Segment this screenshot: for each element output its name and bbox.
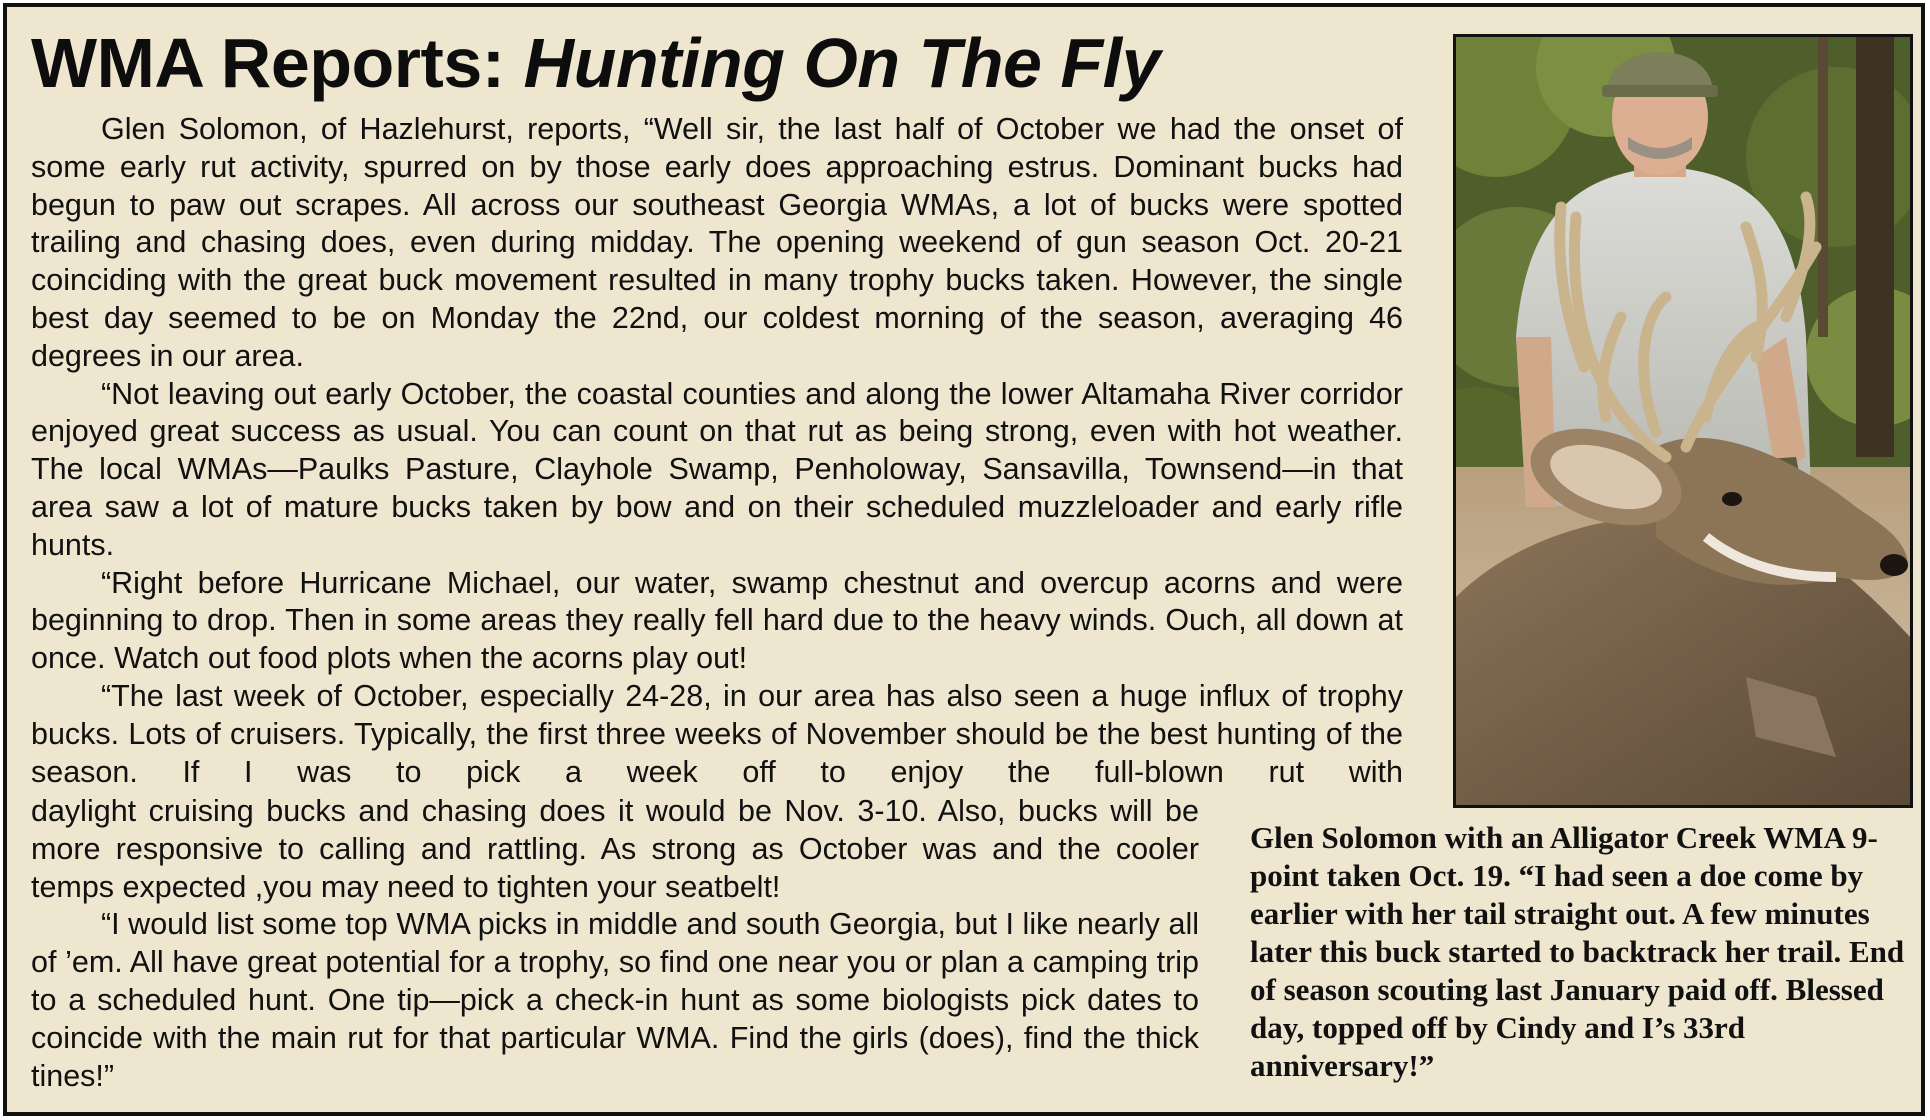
article-paragraph: “I would list some top WMA picks in middle and south Georgia, but I like nearly all of ’em. All have great potential for a trophy, so find one near you or plan a camping trip to a scheduled hunt. One tip—pick a check-in hunt as some biologists pick dates to coincide with the main rut for that particular WMA. Find the girls (does), find the thick tines!” [31,907,1199,1093]
headline [31,21,1160,105]
article-paragraph: “Not leaving out early October, the coastal counties and along the lower Altamaha River corridor enjoyed great success as usual. You can count on that rut as being strong, even with hot weather. The local WMAs—Paulks Pasture, Clayhole Swamp, Penholoway, Sansavilla, Townsend—in that area saw a lot of mature bucks taken by bow and on their scheduled muzzleloader and early rifle hunts. [31,376,1403,562]
article-paragraph: “Right before Hurricane Michael, our water, swamp chestnut and overcup acorns and were beginning to drop. Then in some areas they really fell hard due to the heavy winds. Ouch, all down at once. Watch out food plots when the acorns play out! [31,565,1403,676]
article-body-upper [31,111,1403,791]
headline-italic: Hunting On The Fly [523,24,1161,102]
headline-main: WMA Reports: [31,24,524,102]
article-body-lower [31,793,1199,1095]
article-paragraph: Glen Solomon, of Hazlehurst, reports, “Well sir, the last half of October we had the onset of some early rut activity, spurred on by those early does approaching estrus. Dominant bucks had begun to paw out scrapes. All across our southeast Georgia WMAs, a lot of bucks were spotted trailing and chasing does, even during midday. The opening weekend of gun season Oct. 20-21 coinciding with the great buck movement resulted in many trophy bucks taken. However, the single best day seemed to be on Monday the 22nd, our coldest morning of the season, averaging 46 degrees in our area. [31,112,1403,373]
article-paragraph: daylight cruising bucks and chasing does it would be Nov. 3-10. Also, bucks will be more responsive to calling and rattling. As strong as October was and the cooler temps expected ,you may need to tighten your seatbelt! [31,794,1199,904]
article-box [3,3,1925,1116]
hunter-buck-photo [1453,34,1913,808]
article-paragraph: “The last week of October, especially 24-28, in our area has also seen a huge influx of trophy bucks. Lots of cruisers. Typically, the first three weeks of November should be the best hunting of the season. If I was to pick a week off to enjoy the full-blown rut with [31,678,1403,789]
photo-caption: Glen Solomon with an Alligator Creek WMA 9-point taken Oct. 19. “I had seen a doe come by earlier with her tail straight out. A few minutes later this buck started to backtrack her trail. End of season scouting last January paid off. Blessed day, topped off by Cindy and I’s 33rd anniversary!” [1250,820,1905,1083]
